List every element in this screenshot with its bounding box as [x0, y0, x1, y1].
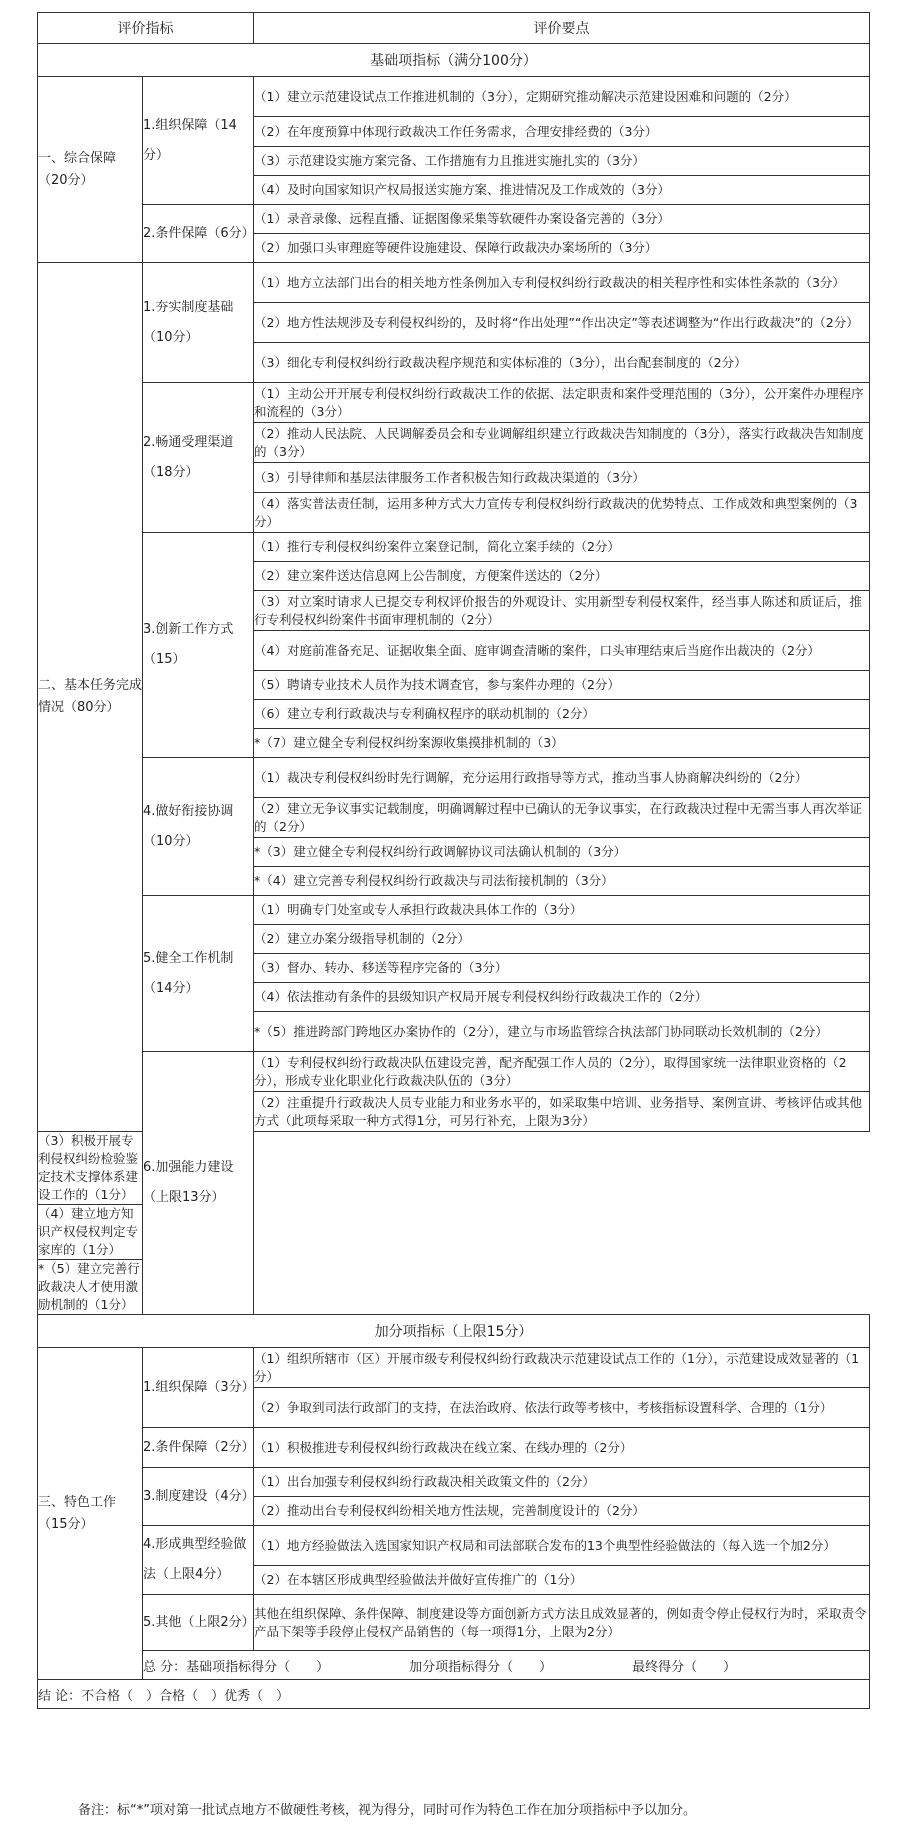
criterion: （4）对庭前准备充足、证据收集全面、庭审调查清晰的案件，口头审理结束后当庭作出裁决的（2分）: [254, 631, 870, 671]
sub-coordination: 4.做好衔接协调（10分）: [143, 758, 254, 896]
conclusion-row: 结 论：不合格（ ）合格（ ）优秀（ ）: [38, 1680, 870, 1709]
criterion: （2）注重提升行政裁决人员专业能力和业务水平的，如采取集中培训、业务指导、案例宣讲、考核评估或其他方式（此项每采取一种方式得1分，可另行补充，上限为3分）: [254, 1092, 870, 1132]
criterion: （1）裁决专利侵权纠纷时先行调解，充分运用行政指导等方式，推动当事人协商解决纠纷的（2分）: [254, 758, 870, 798]
criterion: （2）建立案件送达信息网上公告制度，方便案件送达的（2分）: [254, 562, 870, 591]
sub-other: 5.其他（上限2分）: [143, 1595, 254, 1651]
criterion: （1）录音录像、远程直播、证据图像采集等软硬件办案设备完善的（3分）: [254, 205, 870, 234]
score-bonus: 加分项指标得分（ ）: [409, 1659, 553, 1675]
sub-conditions: 2.条件保障（6分）: [143, 205, 254, 263]
criterion: （2）建立无争议事实记载制度，明确调解过程中已确认的无争议事实，在行政裁决过程中无需当事人再次举证的（2分）: [254, 798, 870, 838]
score-base: 总 分：基础项指标得分（ ）: [143, 1659, 330, 1675]
criterion: *（4）建立完善专利侵权纠纷行政裁决与司法衔接机制的（3分）: [254, 867, 870, 896]
criterion: *（5）建立完善行政裁决人才使用激励机制的（1分）: [38, 1260, 143, 1315]
criterion: （1）地方立法部门出台的相关地方性条例加入专利侵权纠纷行政裁决的相关程序性和实体性条款的（3分）: [254, 263, 870, 303]
sub-typical-experience: 4.形成典型经验做法（上限4分）: [143, 1526, 254, 1595]
sub-organization: 1.组织保障（14分）: [143, 77, 254, 205]
criterion: （2）在年度预算中体现行政裁决工作任务需求，合理安排经费的（3分）: [254, 117, 870, 147]
criterion: （1）专利侵权纠纷行政裁决队伍建设完善，配齐配强工作人员的（2分），取得国家统一法律职业资格的（2分），形成专业化职业化行政裁决队伍的（3分）: [254, 1052, 870, 1092]
category-special-work: 三、特色工作（15分）: [38, 1348, 143, 1680]
category-comprehensive: 一、综合保障（20分）: [38, 77, 143, 263]
criterion: （3）督办、转办、移送等程序完备的（3分）: [254, 954, 870, 983]
evaluation-table: [37, 12, 870, 1709]
sub-work-mechanism: 5.健全工作机制（14分）: [143, 896, 254, 1052]
criterion: （2）建立办案分级指导机制的（2分）: [254, 925, 870, 954]
criterion: （1）明确专门处室或专人承担行政裁决具体工作的（3分）: [254, 896, 870, 925]
criterion: （1）建立示范建设试点工作推进机制的（3分），定期研究推动解决示范建设困难和问题的（2分）: [254, 77, 870, 117]
criterion: 其他在组织保障、条件保障、制度建设等方面创新方式方法且成效显著的，例如责令停止侵权行为时，采取责令产品下架等手段停止侵权产品销售的（每一项得1分，上限为2分）: [254, 1595, 870, 1651]
criterion: （3）引导律师和基层法律服务工作者积极告知行政裁决渠道的（3分）: [254, 463, 870, 493]
criterion: *（3）建立健全专利侵权纠纷行政调解协议司法确认机制的（3分）: [254, 838, 870, 867]
bonus-section-title: 加分项指标（上限15分）: [38, 1315, 870, 1348]
criterion: （1）出台加强专利侵权纠纷行政裁决相关政策文件的（2分）: [254, 1468, 870, 1497]
criterion: （2）地方性法规涉及专利侵权纠纷的，及时将“作出处理”“作出决定”等表述调整为“作出行政裁决”的（2分）: [254, 303, 870, 343]
sub-bonus-organization: 1.组织保障（3分）: [143, 1348, 254, 1428]
criterion: （2）在本辖区形成典型经验做法并做好宣传推广的（1分）: [254, 1566, 870, 1595]
criterion: （3）积极开展专利侵权纠纷检验鉴定技术支撑体系建设工作的（1分）: [38, 1132, 143, 1205]
criterion: （2）加强口头审理庭等硬件设施建设、保障行政裁决办案场所的（3分）: [254, 234, 870, 263]
table-header-row: [38, 13, 870, 44]
col-points-header: 评价要点: [254, 13, 870, 44]
criterion: （6）建立专利行政裁决与专利确权程序的联动机制的（2分）: [254, 700, 870, 729]
criterion: （4）依法推动有条件的县级知识产权局开展专利侵权纠纷行政裁决工作的（2分）: [254, 983, 870, 1012]
criterion: *（5）推进跨部门跨地区办案协作的（2分），建立与市场监管综合执法部门协同联动长效机制的（2分）: [254, 1012, 870, 1052]
criterion: （1）主动公开开展专利侵权纠纷行政裁决工作的依据、法定职责和案件受理范围的（3分），公开案件办理程序和流程的（3分）: [254, 383, 870, 423]
criterion: （3）示范建设实施方案完备、工作措施有力且推进实施扎实的（3分）: [254, 147, 870, 176]
criterion: （2）争取到司法行政部门的支持，在法治政府、依法行政等考核中，考核指标设置科学、合理的（1分）: [254, 1388, 870, 1428]
criterion: （1）地方经验做法入选国家知识产权局和司法部联合发布的13个典型性经验做法的（每入选一个加2分）: [254, 1526, 870, 1566]
criterion: （2）推动人民法院、人民调解委员会和专业调解组织建立行政裁决告知制度的（3分），落实行政裁决告知制度的（3分）: [254, 423, 870, 463]
criterion: （5）聘请专业技术人员作为技术调查官，参与案件办理的（2分）: [254, 671, 870, 700]
sub-capacity-building: 6.加强能力建设（上限13分）: [143, 1052, 254, 1315]
criterion: （2）推动出台专利侵权纠纷相关地方性法规，完善制度设计的（2分）: [254, 1497, 870, 1526]
col-indicator-header: 评价指标: [38, 13, 254, 44]
sub-innovation: 3.创新工作方式（15）: [143, 533, 254, 758]
category-basic-tasks: 二、基本任务完成情况（80分）: [38, 263, 143, 1132]
base-section-title: 基础项指标（满分100分）: [38, 44, 870, 77]
criterion: （1）推行专利侵权纠纷案件立案登记制，简化立案手续的（2分）: [254, 533, 870, 562]
total-score-row: [143, 1651, 870, 1680]
sub-institutional-basis: 1.夯实制度基础（10分）: [143, 263, 254, 383]
criterion: （1）组织所辖市（区）开展市级专利侵权纠纷行政裁决示范建设试点工作的（1分），示范建设成效显著的（1分）: [254, 1348, 870, 1388]
criterion: （4）及时向国家知识产权局报送实施方案、推进情况及工作成效的（3分）: [254, 176, 870, 205]
criterion: （4）建立地方知识产权侵权判定专家库的（1分）: [38, 1205, 143, 1260]
sub-bonus-conditions: 2.条件保障（2分）: [143, 1428, 254, 1468]
criterion: （3）细化专利侵权纠纷行政裁决程序规范和实体标准的（3分），出台配套制度的（2分）: [254, 343, 870, 383]
sub-acceptance-channels: 2.畅通受理渠道（18分）: [143, 383, 254, 533]
criterion: *（7）建立健全专利侵权纠纷案源收集摸排机制的（3）: [254, 729, 870, 758]
criterion: （3）对立案时请求人已提交专利权评价报告的外观设计、实用新型专利侵权案件，经当事人陈述和质证后，推行专利侵权纠纷案件书面审理机制的（2分）: [254, 591, 870, 631]
score-final: 最终得分（ ）: [632, 1659, 737, 1675]
criterion: （4）落实普法责任制，运用多种方式大力宣传专利侵权纠纷行政裁决的优势特点、工作成效和典型案例的（3分）: [254, 493, 870, 533]
sub-bonus-institutions: 3.制度建设（4分）: [143, 1468, 254, 1526]
footnote: 备注：标“*”项对第一批试点地方不做硬性考核，视为得分，同时可作为特色工作在加分项指标中予以加分。: [78, 1803, 696, 1818]
criterion: （1）积极推进专利侵权纠纷行政裁决在线立案、在线办理的（2分）: [254, 1428, 870, 1468]
